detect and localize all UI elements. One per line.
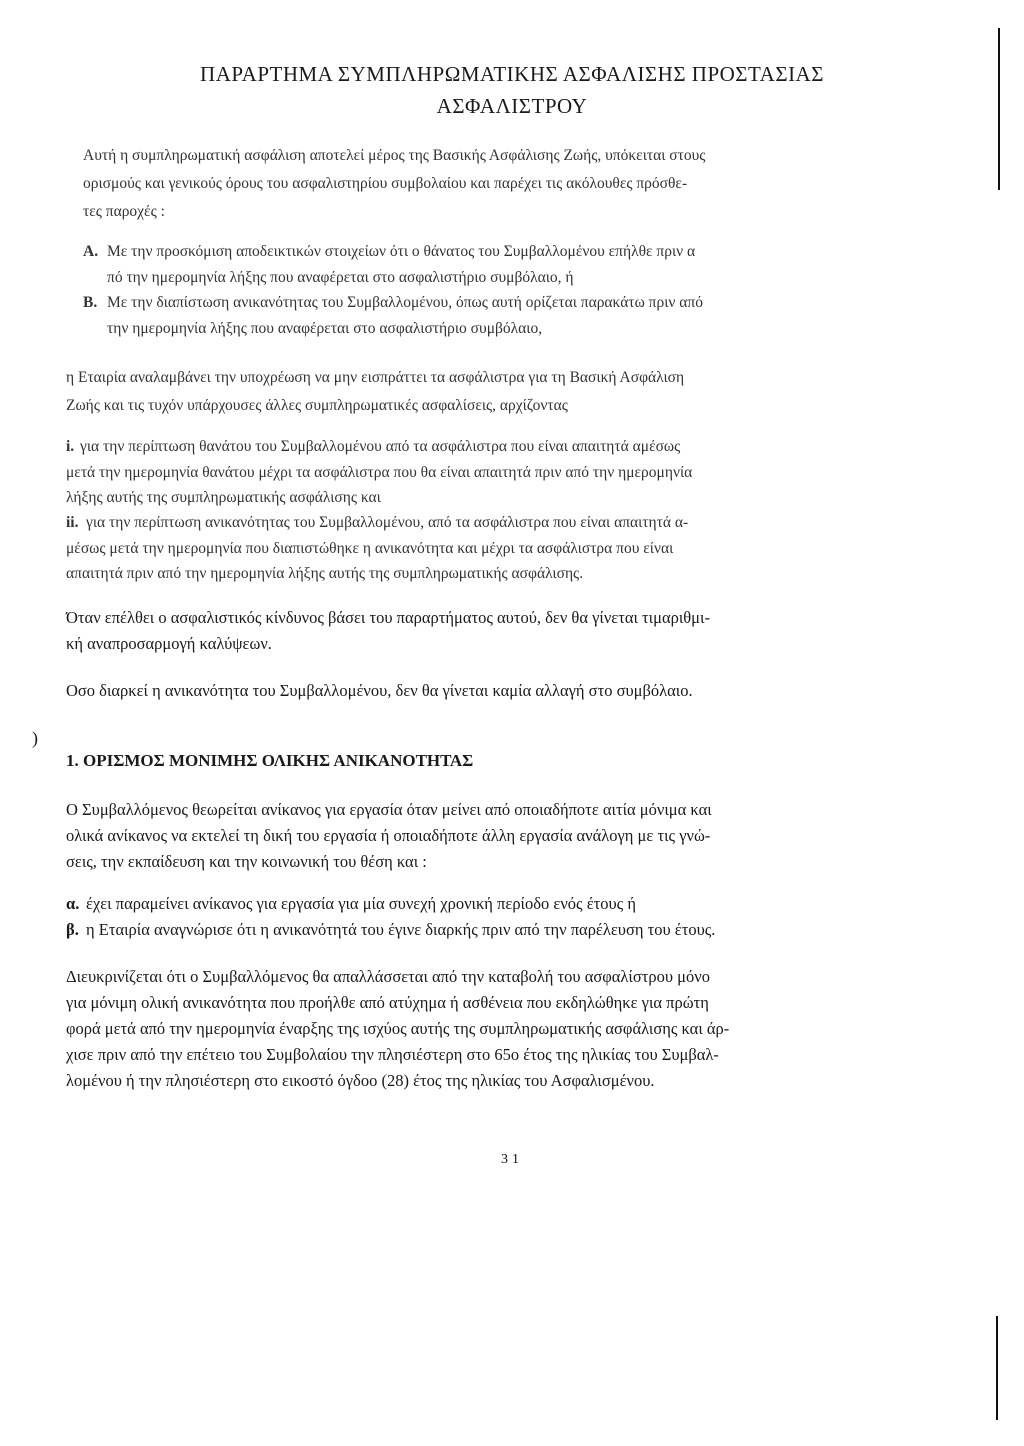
stray-scan-mark: ) bbox=[32, 728, 38, 748]
section-1-paragraph-line-1: Ο Συμβαλλόμενος θεωρείται ανίκανος για εργασία όταν μείνει από οποιαδήποτε αιτία μόνιμα και bbox=[66, 800, 712, 819]
case-ii-marker: ii. bbox=[66, 514, 79, 531]
condition-a-marker: Α. bbox=[83, 243, 99, 260]
scan-edge-mark-bottom bbox=[996, 1316, 998, 1420]
case-ii-line-2: μέσως μετά την ημερομηνία που διαπιστώθηκε η ανικανότητα και μέχρι τα ασφάλιστρα που είναι bbox=[66, 540, 674, 557]
section-1-item-b-text: η Εταιρία αναγνώρισε ότι η ανικανότητά του έγινε διαρκής πριν από την παρέλευση του έτους. bbox=[86, 920, 716, 939]
intro-line-2: ορισμούς και γενικούς όρους του ασφαλιστηρίου συμβολαίου και παρέχει τις ακόλουθες πρόσθε- bbox=[83, 175, 688, 192]
obligation-line-1: η Εταιρία αναλαμβάνει την υποχρέωση να μην εισπράττει τα ασφάλιστρα για τη Βασική Ασφάλιση bbox=[66, 369, 685, 386]
case-i-line-1: για την περίπτωση θανάτου του Συμβαλλομένου από τα ασφάλιστρα που είναι απαιτητά αμέσως bbox=[80, 438, 681, 455]
section-1-clarification-line-3: φορά μετά από την ημερομηνία έναρξης της ισχύος αυτής της συμπληρωματικής ασφάλισης και άρ- bbox=[66, 1019, 730, 1038]
document-title-line-1: ΠΑΡΑΡΤΗΜΑ ΣΥΜΠΛΗΡΩΜΑΤΙΚΗΣ ΑΣΦΑΛΙΣΗΣ ΠΡΟΣΤΑΣΙΑΣ bbox=[200, 62, 824, 86]
condition-a-line-1: Με την προσκόμιση αποδεικτικών στοιχείων ότι ο θάνατος του Συμβαλλομένου επήλθε πριν α bbox=[107, 243, 696, 260]
note-indexation-line-2: κή αναπροσαρμογή καλύψεων. bbox=[66, 634, 272, 653]
condition-b-line-1: Με την διαπίστωση ανικανότητας του Συμβαλλομένου, όπως αυτή ορίζεται παρακάτω πριν από bbox=[107, 294, 703, 311]
note-no-changes: Οσο διαρκεί η ανικανότητα του Συμβαλλομένου, δεν θα γίνεται καμία αλλαγή στο συμβόλαιο. bbox=[66, 681, 693, 700]
section-1-item-a-text: έχει παραμείνει ανίκανος για εργασία για μία συνεχή χρονική περίοδο ενός έτους ή bbox=[86, 894, 636, 913]
note-indexation-line-1: Όταν επέλθει ο ασφαλιστικός κίνδυνος βάσει του παραρτήματος αυτού, δεν θα γίνεται τιμαριθμι- bbox=[66, 608, 710, 627]
section-1-item-b-marker: β. bbox=[66, 920, 79, 939]
case-i-line-2: μετά την ημερομηνία θανάτου μέχρι τα ασφάλιστρα που θα είναι απαιτητά πριν από την ημερομηνία bbox=[66, 464, 693, 481]
case-ii-line-3: απαιτητά πριν από την ημερομηνία λήξης αυτής της συμπληρωματικής ασφάλισης. bbox=[66, 565, 584, 582]
condition-a-line-2: πό την ημερομηνία λήξης που αναφέρεται στο ασφαλιστήριο συμβόλαιο, ή bbox=[107, 269, 574, 286]
case-i-marker: i. bbox=[66, 438, 75, 455]
section-1-paragraph-line-2: ολικά ανίκανος να εκτελεί τη δική του εργασία ή οποιαδήποτε άλλη εργασία ανάλογη με τις γνώ- bbox=[66, 826, 711, 845]
obligation-line-2: Ζωής και τις τυχόν υπάρχουσες άλλες συμπληρωματικές ασφαλίσεις, αρχίζοντας bbox=[66, 397, 568, 414]
section-1-item-a-marker: α. bbox=[66, 894, 80, 913]
section-1-heading: 1. ΟΡΙΣΜΟΣ ΜΟΝΙΜΗΣ ΟΛΙΚΗΣ ΑΝΙΚΑΝΟΤΗΤΑΣ bbox=[66, 751, 474, 770]
section-1-clarification-line-4: χισε πριν από την επέτειο του Συμβολαίου την πλησιέστερη στο 65ο έτος της ηλικίας του Συμβαλ- bbox=[66, 1045, 719, 1064]
condition-b-marker: Β. bbox=[83, 294, 98, 311]
intro-line-3: τες παροχές : bbox=[83, 203, 165, 220]
document-title-line-2: ΑΣΦΑΛΙΣΤΡΟΥ bbox=[436, 94, 588, 118]
case-ii-line-1: για την περίπτωση ανικανότητας του Συμβαλλομένου, από τα ασφάλιστρα που είναι απαιτητά α- bbox=[86, 514, 689, 531]
section-1-clarification-line-2: για μόνιμη ολική ανικανότητα που προήλθε από ατύχημα ή ασθένεια που εκδηλώθηκε για πρώτη bbox=[66, 993, 709, 1012]
section-1-clarification-line-1: Διευκρινίζεται ότι ο Συμβαλλόμενος θα απαλλάσσεται από την καταβολή του ασφαλίστρου μόνο bbox=[66, 967, 710, 986]
condition-b-line-2: την ημερομηνία λήξης που αναφέρεται στο ασφαλιστήριο συμβόλαιο, bbox=[107, 320, 543, 337]
page-number: 31 bbox=[501, 1152, 523, 1167]
intro-line-1: Αυτή η συμπληρωματική ασφάλιση αποτελεί μέρος της Βασικής Ασφάλισης Ζωής, υπόκειται στους bbox=[83, 147, 706, 164]
section-1-clarification-line-5: λομένου ή την πλησιέστερη στο εικοστό όγδοο (28) έτος της ηλικίας του Ασφαλισμένου. bbox=[66, 1071, 655, 1090]
section-1-paragraph-line-3: σεις, την εκπαίδευση και την κοινωνική του θέση και : bbox=[66, 852, 427, 871]
case-i-line-3: λήξης αυτής της συμπληρωματικής ασφάλισης και bbox=[66, 489, 381, 506]
